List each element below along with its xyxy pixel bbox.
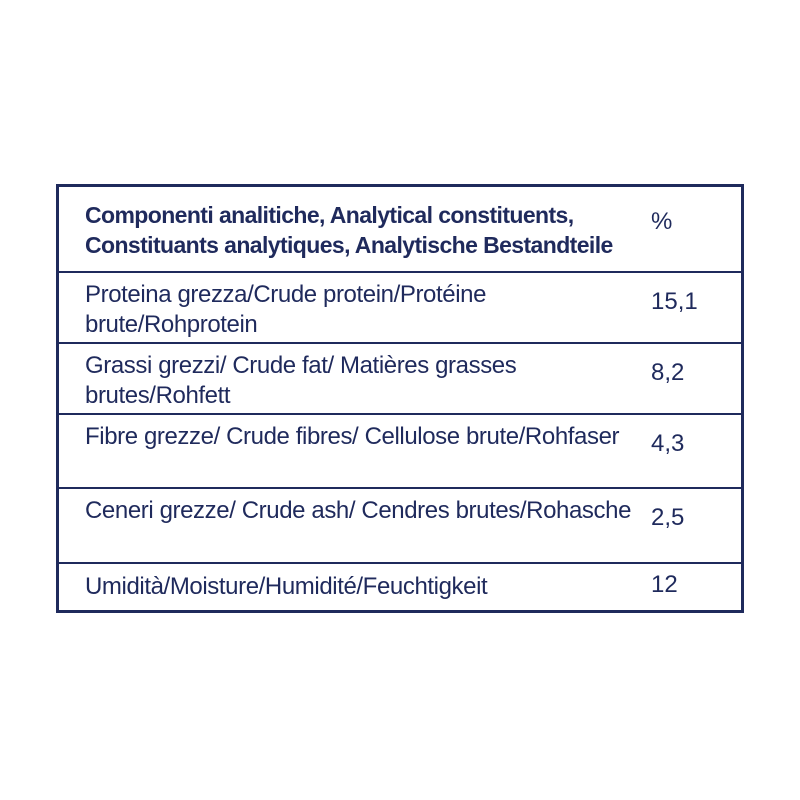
- constituent-value: 2,5: [651, 504, 685, 531]
- table-row: [59, 342, 741, 413]
- constituent-label: Proteina grezza/Crude protein/Protéine brute/Rohprotein: [85, 281, 487, 338]
- table-row: [59, 487, 741, 562]
- table-row: [59, 271, 741, 342]
- constituent-label: Grassi grezzi/ Crude fat/ Matières grasses brutes/Rohfett: [85, 352, 517, 409]
- table-row: [59, 413, 741, 487]
- table-row: [59, 562, 741, 610]
- constituent-value: 8,2: [651, 359, 685, 386]
- table-header-label: Componenti analitiche, Analytical constituents, Constituants analytiques, Analytische Bestandteile: [85, 202, 613, 258]
- table-header-unit: %: [651, 208, 673, 235]
- constituent-value: 12: [651, 571, 678, 598]
- table-header-row: [59, 187, 741, 271]
- constituent-label: Fibre grezze/ Crude fibres/ Cellulose brute/Rohfaser: [85, 423, 620, 450]
- constituent-label: Ceneri grezze/ Crude ash/ Cendres brutes/Rohasche: [85, 497, 632, 524]
- constituent-label: Umidità/Moisture/Humidité/Feuchtigkeit: [85, 573, 488, 600]
- constituent-value: 4,3: [651, 430, 685, 457]
- analytical-constituents-table: [56, 184, 744, 613]
- constituent-value: 15,1: [651, 288, 698, 315]
